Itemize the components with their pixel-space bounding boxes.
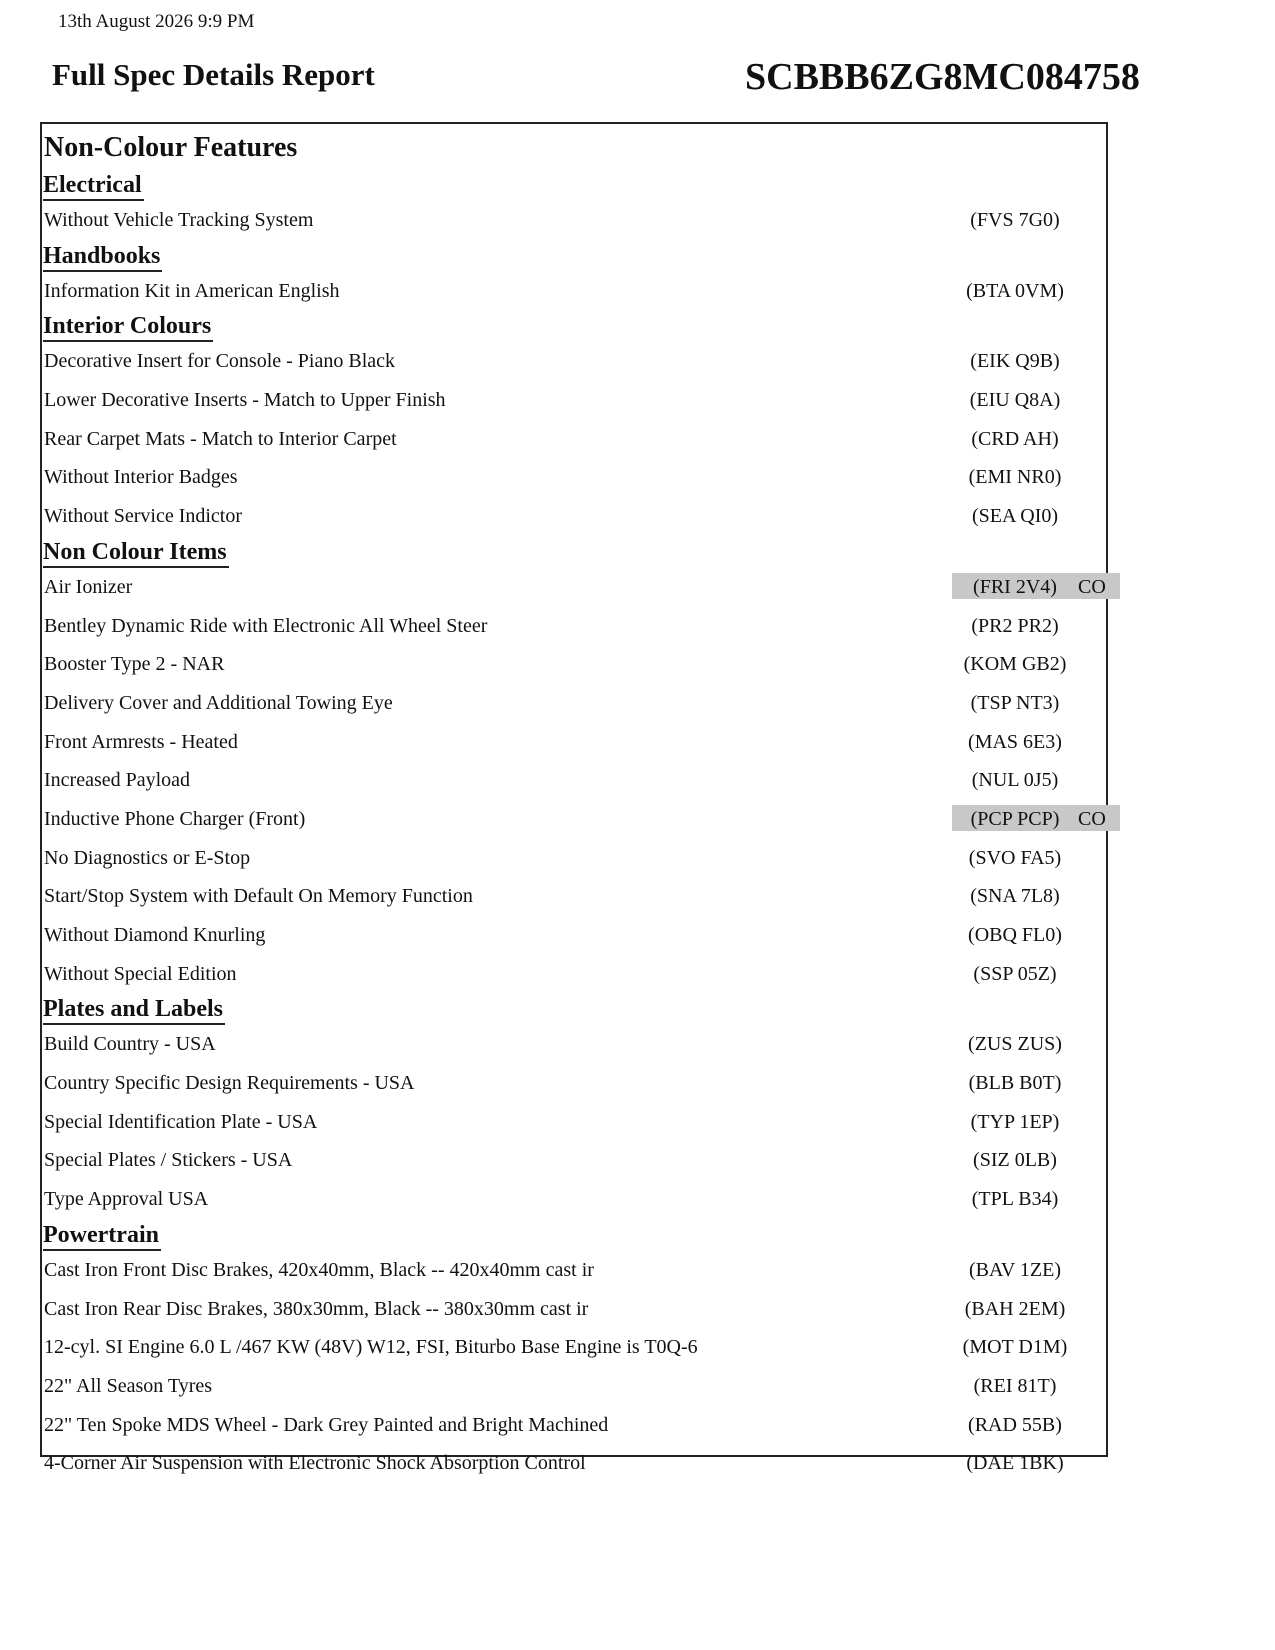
feature-code: (EIK Q9B) [970, 350, 1060, 373]
section-header [42, 1220, 1106, 1252]
feature-code-cell [952, 1108, 1120, 1134]
feature-row [42, 685, 1106, 724]
section-header [42, 537, 1106, 569]
box-title: Non-Colour Features [44, 132, 298, 163]
feature-code-cell [952, 1069, 1120, 1095]
feature-row [42, 202, 1106, 241]
feature-description: Cast Iron Front Disc Brakes, 420x40mm, Black -- 420x40mm cast ir [44, 1258, 594, 1281]
feature-code: (SNA 7L8) [970, 885, 1060, 908]
section-title: Interior Colours [43, 313, 213, 342]
features-box [40, 122, 1108, 1475]
feature-code-cell [952, 1411, 1120, 1437]
feature-code-cell [952, 921, 1120, 947]
feature-row [42, 273, 1106, 312]
feature-row [42, 956, 1106, 995]
feature-code-cell [952, 1256, 1120, 1282]
feature-row [42, 1445, 1106, 1484]
feature-code-cell [952, 844, 1120, 870]
feature-description: Booster Type 2 - NAR [44, 653, 225, 676]
section-title: Powertrain [43, 1222, 161, 1251]
feature-code-cell [952, 689, 1120, 715]
feature-code-highlighted [952, 805, 1120, 831]
feature-row [42, 459, 1106, 498]
feature-code-cell [952, 206, 1120, 232]
feature-description: 22" Ten Spoke MDS Wheel - Dark Grey Painted and Bright Machined [44, 1413, 609, 1436]
feature-description: Air Ionizer [44, 575, 133, 598]
feature-code: (SSP 05Z) [973, 962, 1057, 985]
feature-code: (ZUS ZUS) [968, 1033, 1062, 1056]
feature-row [42, 801, 1106, 840]
feature-code: (MOT D1M) [962, 1336, 1068, 1359]
feature-code-cell [952, 960, 1120, 986]
feature-code-cell [952, 1185, 1120, 1211]
feature-description: Type Approval USA [44, 1188, 209, 1211]
feature-description: Start/Stop System with Default On Memory Function [44, 885, 473, 908]
feature-code: (TSP NT3) [970, 691, 1060, 714]
feature-row [42, 1368, 1106, 1407]
feature-row [42, 1407, 1106, 1446]
feature-row [42, 1026, 1106, 1065]
feature-code-cell [952, 1449, 1120, 1475]
section-header [42, 311, 1106, 343]
feature-sections [42, 170, 1106, 1484]
feature-row [42, 498, 1106, 537]
feature-code: (PCP PCP) [970, 807, 1060, 830]
feature-code-cell [952, 386, 1120, 412]
feature-flag: CO [1078, 807, 1106, 830]
feature-row [42, 1065, 1106, 1104]
feature-code: (MAS 6E3) [968, 730, 1062, 753]
section-title: Plates and Labels [43, 996, 225, 1025]
feature-code-cell [952, 1372, 1120, 1398]
feature-description: 4-Corner Air Suspension with Electronic Shock Absorption Control [44, 1452, 586, 1475]
feature-row [42, 1181, 1106, 1220]
feature-code-cell [952, 1030, 1120, 1056]
feature-code: (OBQ FL0) [968, 924, 1062, 946]
feature-code: (BAH 2EM) [964, 1297, 1066, 1320]
section-title: Non Colour Items [43, 539, 229, 568]
feature-description: Information Kit in American English [44, 279, 340, 302]
feature-description: 22" All Season Tyres [44, 1374, 213, 1397]
feature-row [42, 1252, 1106, 1291]
feature-row [42, 343, 1106, 382]
feature-code-cell [952, 728, 1120, 754]
feature-code: (SVO FA5) [968, 846, 1062, 869]
feature-row [42, 608, 1106, 647]
feature-description: Country Specific Design Requirements - USA [44, 1072, 415, 1095]
feature-code-cell [952, 1295, 1120, 1321]
feature-code: (KOM GB2) [963, 653, 1067, 676]
feature-row [42, 840, 1106, 879]
feature-code-cell [952, 1333, 1120, 1359]
report-timestamp: 13th August 2026 9:9 PM [58, 11, 255, 32]
feature-code-cell [952, 277, 1120, 303]
feature-code: (TYP 1EP) [970, 1110, 1060, 1133]
vin-number: SCBBB6ZG8MC084758 [745, 56, 1140, 98]
feature-code: (RAD 55B) [968, 1413, 1062, 1436]
feature-description: Cast Iron Rear Disc Brakes, 380x30mm, Black -- 380x30mm cast ir [44, 1297, 589, 1320]
feature-description: Special Identification Plate - USA [44, 1110, 318, 1133]
feature-description: Front Armrests - Heated [44, 730, 238, 753]
feature-description: Without Diamond Knurling [44, 924, 266, 946]
feature-description: Without Vehicle Tracking System [44, 209, 314, 231]
section-header [42, 170, 1106, 202]
feature-row [42, 382, 1106, 421]
feature-row [42, 878, 1106, 917]
feature-row [42, 724, 1106, 763]
feature-description: Without Interior Badges [44, 466, 238, 489]
feature-description: Lower Decorative Inserts - Match to Upper Finish [44, 389, 446, 412]
feature-description: Delivery Cover and Additional Towing Eye [44, 691, 393, 714]
feature-code: (BAV 1ZE) [968, 1258, 1062, 1281]
feature-description: Bentley Dynamic Ride with Electronic All Wheel Steer [44, 614, 488, 637]
feature-code: (SEA QI0) [971, 505, 1059, 528]
feature-code: (CRD AH) [971, 427, 1059, 450]
feature-code: (BLB B0T) [968, 1072, 1062, 1095]
feature-row [42, 1142, 1106, 1181]
section-header [42, 994, 1106, 1026]
feature-description: Special Plates / Stickers - USA [44, 1149, 293, 1172]
feature-row [42, 646, 1106, 685]
feature-description: Inductive Phone Charger (Front) [44, 807, 306, 830]
feature-code: (FVS 7G0) [970, 209, 1060, 231]
feature-code-cell [952, 1146, 1120, 1172]
feature-code: (TPL B34) [971, 1188, 1059, 1211]
feature-row [42, 569, 1106, 608]
feature-description: 12-cyl. SI Engine 6.0 L /467 KW (48V) W12, FSI, Biturbo Base Engine is T0Q-6 [44, 1336, 698, 1359]
feature-row [42, 917, 1106, 956]
feature-code-cell [952, 502, 1120, 528]
feature-description: Without Service Indictor [44, 505, 243, 528]
feature-description: Decorative Insert for Console - Piano Black [44, 350, 396, 373]
feature-description: Increased Payload [44, 769, 191, 792]
feature-code: (REI 81T) [973, 1374, 1057, 1397]
feature-code: (NUL 0J5) [971, 769, 1059, 792]
feature-code: (EIU Q8A) [969, 389, 1061, 412]
feature-row [42, 762, 1106, 801]
feature-row [42, 421, 1106, 460]
feature-description: Build Country - USA [44, 1033, 216, 1056]
feature-code: (SIZ 0LB) [973, 1149, 1057, 1172]
section-title: Handbooks [43, 243, 162, 272]
feature-code: (EMI NR0) [968, 466, 1062, 489]
feature-code-cell [952, 463, 1120, 489]
feature-code: (DAE 1BK) [966, 1452, 1064, 1475]
feature-code: (PR2 PR2) [971, 614, 1059, 637]
feature-code: (FRI 2V4) [973, 575, 1057, 598]
feature-row [42, 1329, 1106, 1368]
report-title: Full Spec Details Report [52, 57, 375, 92]
section-header [42, 241, 1106, 273]
feature-code-cell [952, 425, 1120, 451]
feature-code: (BTA 0VM) [966, 279, 1064, 302]
feature-row [42, 1104, 1106, 1143]
feature-description: Without Special Edition [44, 962, 237, 985]
feature-code-cell [952, 612, 1120, 638]
feature-description: No Diagnostics or E-Stop [44, 846, 251, 869]
feature-row [42, 1291, 1106, 1330]
feature-code-highlighted [952, 573, 1120, 599]
feature-code-cell [952, 882, 1120, 908]
section-title: Electrical [43, 172, 144, 201]
feature-code-cell [952, 766, 1120, 792]
feature-flag: CO [1078, 575, 1106, 598]
feature-code-cell [952, 347, 1120, 373]
feature-description: Rear Carpet Mats - Match to Interior Carpet [44, 427, 397, 450]
feature-code-cell [952, 650, 1120, 676]
